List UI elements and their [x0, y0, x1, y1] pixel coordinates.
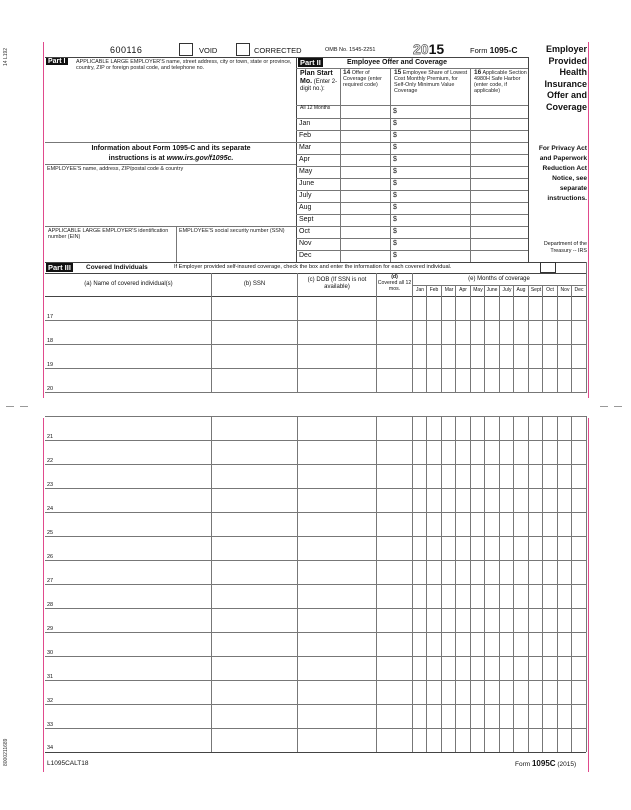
part1-tag: Part I: [48, 58, 66, 65]
dollar-mar: $: [393, 144, 397, 151]
employee-address-field[interactable]: [46, 173, 294, 224]
col-c-text: DOB (If SSN is not available): [316, 277, 367, 290]
all12-label: All 12 Months: [300, 105, 331, 111]
ein-ssn-divider: [176, 226, 177, 262]
row-number-34: 34: [47, 745, 54, 751]
dollar-oct: $: [393, 228, 397, 235]
row-number-19: 19: [47, 362, 54, 368]
col-b-header: [212, 281, 297, 287]
row-number-30: 30: [47, 650, 54, 656]
col-a-text: Name of covered individual(s): [93, 281, 173, 287]
grid-month-line: [470, 285, 471, 393]
row-number-17: 17: [47, 314, 54, 320]
col-d-text: Covered all 12 mos.: [377, 280, 412, 292]
plan-start-rest: (Enter 2-digit no.):: [300, 79, 338, 92]
table-bottom: [45, 752, 586, 753]
col-d-header: [377, 274, 412, 292]
month-head-feb: Feb: [429, 287, 439, 293]
part3-instruction: If Employer provided self-insured coverage, check the box and enter the information for each covered individual.: [174, 264, 452, 270]
row-rule: [45, 344, 586, 345]
col16-number: 16: [474, 69, 482, 76]
perforation-mark: [6, 406, 14, 407]
self-insured-checkbox[interactable]: [540, 262, 556, 273]
grid-month-line: [441, 285, 442, 393]
p2-col-divider-1: [340, 68, 341, 262]
footer-year: (2015): [557, 761, 577, 768]
dollar-aug: $: [393, 204, 397, 211]
month-may: May: [299, 168, 313, 175]
tax-year-bold: 15: [428, 41, 445, 57]
month-head-apr: Apr: [459, 287, 467, 293]
info-url[interactable]: www.irs.gov/f1095c.: [166, 154, 234, 162]
grid-right-edge: [586, 262, 587, 393]
row-number-23: 23: [47, 482, 54, 488]
part3-header-top: [45, 273, 586, 274]
info-text: [46, 144, 296, 163]
row-rule: [45, 560, 586, 561]
frame-right: [528, 57, 529, 262]
privacy-notice: For Privacy Act and Paperwork Reduction Act Notice, see separate instructions.: [538, 145, 587, 202]
corrected-label: CORRECTED: [254, 46, 302, 55]
month-apr: Apr: [299, 156, 310, 163]
ein-label: APPLICABLE LARGE EMPLOYER'S identification number (EIN): [48, 228, 169, 240]
form-heading: Employer Provided Health Insurance Offer and Coverage: [544, 44, 587, 112]
row-rule: [45, 440, 586, 441]
grid-col-dob: [297, 273, 298, 393]
month-rule: [296, 190, 528, 191]
plan-start-bold: Plan Start Mo.: [300, 70, 333, 85]
employer-label: APPLICABLE LARGE EMPLOYER'S name, street address, city or town, state or province, country, ZIP or foreign postal code, and telephone no.: [76, 59, 292, 71]
form-code: 600116: [110, 45, 143, 55]
month-head-jan: Jan: [415, 287, 425, 293]
frame-top: [45, 57, 528, 58]
form-prefix: Form: [470, 46, 488, 55]
corrected-checkbox[interactable]: [236, 43, 250, 56]
month-head-dec: Dec: [574, 287, 584, 293]
row-number-32: 32: [47, 698, 54, 704]
row-number-21: 21: [47, 434, 54, 440]
row-number-28: 28: [47, 602, 54, 608]
grid-month-line: [455, 285, 456, 393]
divider-part1-part2: [296, 57, 297, 262]
tax-year: [413, 41, 444, 57]
row-number-27: 27: [47, 578, 54, 584]
grid-month-line: [528, 285, 529, 393]
footer-code: L1095CALT18: [47, 760, 89, 767]
month-rule: [296, 142, 528, 143]
grid-month-line: [557, 285, 558, 393]
col-c-header: [298, 277, 376, 291]
row-rule: [45, 320, 586, 321]
dollar-july: $: [393, 192, 397, 199]
row-rule: [45, 704, 586, 705]
col-d-letter: (d): [391, 274, 398, 280]
month-june: June: [299, 180, 315, 187]
month-jan: Jan: [299, 120, 311, 127]
margin-guide-left-top: [43, 42, 44, 398]
row-number-25: 25: [47, 530, 54, 536]
col-a-letter: (a): [84, 281, 92, 287]
part3-tag: Part III: [48, 263, 71, 272]
employer-address-field[interactable]: [46, 68, 294, 144]
grid-col-all12: [376, 273, 377, 393]
perforation-mark: [20, 406, 28, 407]
void-label: VOID: [199, 46, 218, 55]
row-rule: [45, 536, 586, 537]
tax-year-outline: 20: [413, 41, 429, 57]
footer-form-prefix: Form: [515, 761, 531, 768]
month-head-oct: Oct: [546, 287, 554, 293]
month-rule: [296, 178, 528, 179]
month-head-nov: Nov: [560, 287, 570, 293]
month-rule: [296, 238, 528, 239]
col14-label: [343, 70, 389, 88]
margin-guide-right-bottom: [588, 418, 589, 772]
row-rule: [45, 368, 586, 369]
month-head-mar: Mar: [444, 287, 454, 293]
part2-title: Employee Offer and Coverage: [347, 59, 447, 66]
col-c-letter: (c): [307, 277, 315, 283]
month-rule: [296, 214, 528, 215]
row-rule: [45, 464, 586, 465]
grid-month-line: [499, 285, 500, 393]
row-rule: [45, 488, 586, 489]
col16-text: Applicable Section 4980H Safe Harbor (enter code, if applicable): [474, 70, 527, 94]
dollar-dec: $: [393, 252, 397, 259]
employee-ssn-field[interactable]: [178, 241, 294, 260]
perforation-mark: [614, 406, 622, 407]
row-rule: [45, 392, 586, 393]
row-rule: [45, 512, 586, 513]
grid-col-months: [412, 273, 413, 393]
ein-field[interactable]: [46, 241, 175, 260]
part2-title-rule: [296, 68, 528, 69]
col-a-header: [46, 281, 211, 287]
part3-header-bottom: [45, 296, 586, 297]
grid-month-line: [542, 285, 543, 393]
month-rule: [296, 154, 528, 155]
grid-month-line: [571, 285, 572, 393]
treasury-label: Department of the Treasury -- IRS: [543, 241, 587, 254]
row-number-20: 20: [47, 386, 54, 392]
margin-code-bottom: 8000211689: [3, 738, 9, 766]
continuation-top: [45, 416, 586, 417]
grid-month-line: [484, 285, 485, 393]
form-title: [470, 45, 517, 55]
info-top-rule: [45, 142, 296, 143]
row-number-29: 29: [47, 626, 54, 632]
month-rule: [296, 250, 528, 251]
dollar-nov: $: [393, 240, 397, 247]
row-rule: [45, 728, 586, 729]
month-aug: Aug: [299, 204, 312, 211]
month-sept: Sept: [299, 216, 314, 223]
month-head-july: July: [502, 287, 512, 293]
void-checkbox[interactable]: [179, 43, 193, 56]
form-number: 1095-C: [489, 45, 518, 55]
row-rule: [45, 656, 586, 657]
part2-tag: Part II: [300, 58, 321, 67]
grid-right-edge-2: [586, 416, 587, 752]
employee-label: EMPLOYEE'S name, address, ZIP/postal code & country: [47, 166, 184, 172]
month-nov: Nov: [299, 240, 312, 247]
row-rule: [45, 584, 586, 585]
col-b-text: SSN: [252, 281, 266, 287]
footer-form: [515, 759, 576, 768]
col15-text: Employee Share of Lowest Cost Monthly Premium, for Self-Only Minimum Value Coverage: [394, 70, 468, 94]
margin-code-top: 14 L192: [3, 47, 9, 66]
col-e-letter: (e): [468, 276, 476, 282]
row-rule: [45, 632, 586, 633]
dollar-jan: $: [393, 120, 397, 127]
margin-guide-right-top: [588, 42, 589, 398]
row-number-33: 33: [47, 722, 54, 728]
dollar-feb: $: [393, 132, 397, 139]
col15-label: [394, 70, 469, 94]
part3-top-rule: [45, 262, 586, 263]
col15-number: 15: [394, 69, 402, 76]
row-rule: [45, 608, 586, 609]
part3-title: Covered Individuals: [86, 264, 148, 271]
col16-label: [474, 70, 527, 94]
p2-col-divider-2: [390, 68, 391, 262]
p2-col-divider-3: [470, 68, 471, 262]
row-number-31: 31: [47, 674, 54, 680]
dollar-may: $: [393, 168, 397, 175]
row-number-18: 18: [47, 338, 54, 344]
month-rule: [296, 202, 528, 203]
grid-col-ssn: [211, 273, 212, 393]
col-e-header: [412, 276, 586, 282]
grid-month-line: [426, 285, 427, 393]
col-b-letter: (b): [243, 281, 252, 287]
ssn-label: EMPLOYEE'S social security number (SSN): [179, 228, 285, 234]
month-rule: [296, 130, 528, 131]
dollar-sept: $: [393, 216, 397, 223]
plan-start-label: [300, 70, 340, 93]
ein-top-rule: [45, 226, 296, 227]
employee-top-rule: [45, 164, 296, 165]
month-july: July: [299, 192, 312, 199]
info-line2: instructions is at: [108, 154, 165, 162]
dollar-apr: $: [393, 156, 397, 163]
grid-month-line: [513, 285, 514, 393]
month-rule: [296, 226, 528, 227]
month-rule: [296, 118, 528, 119]
row-number-22: 22: [47, 458, 54, 464]
month-head-june: June: [486, 287, 498, 293]
dollar-all12: $: [393, 108, 397, 115]
month-head-sept: Sept: [530, 287, 542, 293]
col14-number: 14: [343, 69, 351, 76]
month-mar: Mar: [299, 144, 312, 151]
month-oct: Oct: [299, 228, 310, 235]
footer-form-number: 1095C: [531, 759, 556, 768]
omb-number: OMB No. 1545-2251: [325, 47, 376, 53]
perforation-mark: [600, 406, 608, 407]
dollar-june: $: [393, 180, 397, 187]
month-rule: [296, 166, 528, 167]
month-head-may: May: [473, 287, 483, 293]
month-head-aug: Aug: [516, 287, 526, 293]
row-rule: [45, 680, 586, 681]
col-e-text: Months of coverage: [477, 276, 530, 282]
col14-text: Offer of Coverage (enter required code): [343, 70, 382, 88]
margin-guide-left-bottom: [43, 418, 44, 772]
row-number-24: 24: [47, 506, 54, 512]
month-feb: Feb: [299, 132, 312, 139]
info-line1: Information about Form 1095-C and its separate: [91, 145, 251, 152]
row-number-26: 26: [47, 554, 54, 560]
month-dec: Dec: [299, 252, 312, 259]
